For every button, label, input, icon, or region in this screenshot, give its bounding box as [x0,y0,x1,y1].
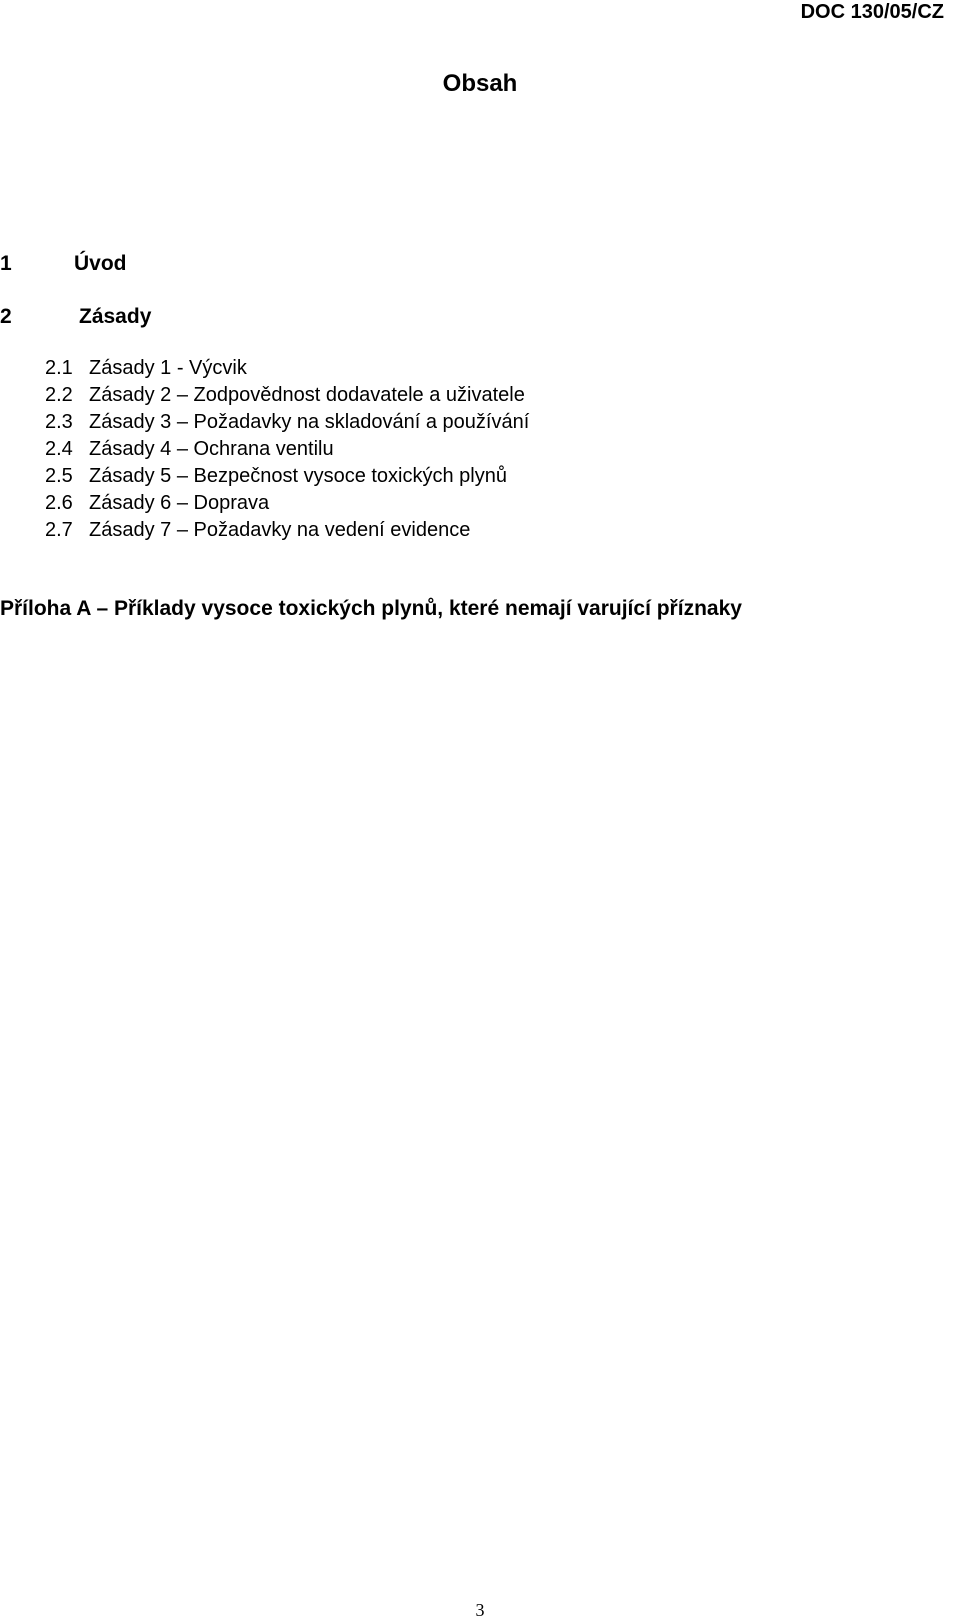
section-number: 2.5 [45,465,73,487]
toc-section-item [45,463,529,490]
toc-annex: Příloha A – Příklady vysoce toxických plynů, které nemají varující příznaky [0,597,742,620]
page-number: 3 [475,1600,485,1620]
toc-section-item [45,517,529,544]
section-title: Zásady 7 – Požadavky na vedení evidence [89,519,471,541]
toc-section-item [45,355,529,382]
chapter-title: Zásady [79,305,152,328]
section-title: Zásady 6 – Doprava [89,492,270,514]
chapter-number: 1 [0,252,12,275]
toc-section-item [45,382,529,409]
section-number: 2.7 [45,519,73,541]
toc-section-item [45,409,529,436]
section-title: Zásady 3 – Požadavky na skladování a používání [89,411,530,433]
toc-section-item [45,436,529,463]
section-number: 2.6 [45,492,73,514]
section-title: Zásady 2 – Zodpovědnost dodavatele a uživatele [89,384,525,406]
toc-section-item [45,490,529,517]
section-number: 2.4 [45,438,73,460]
section-number: 2.1 [45,357,73,379]
toc-section-list [45,355,529,544]
section-title: Zásady 4 – Ochrana ventilu [89,438,334,460]
section-number: 2.2 [45,384,73,406]
section-number: 2.3 [45,411,73,433]
section-title: Zásady 1 - Výcvik [89,357,247,379]
toc-title: Obsah [442,70,518,97]
section-title: Zásady 5 – Bezpečnost vysoce toxických plynů [89,465,507,487]
chapter-title: Úvod [74,252,127,275]
document-code: DOC 130/05/CZ [800,1,944,23]
chapter-number: 2 [0,305,12,328]
